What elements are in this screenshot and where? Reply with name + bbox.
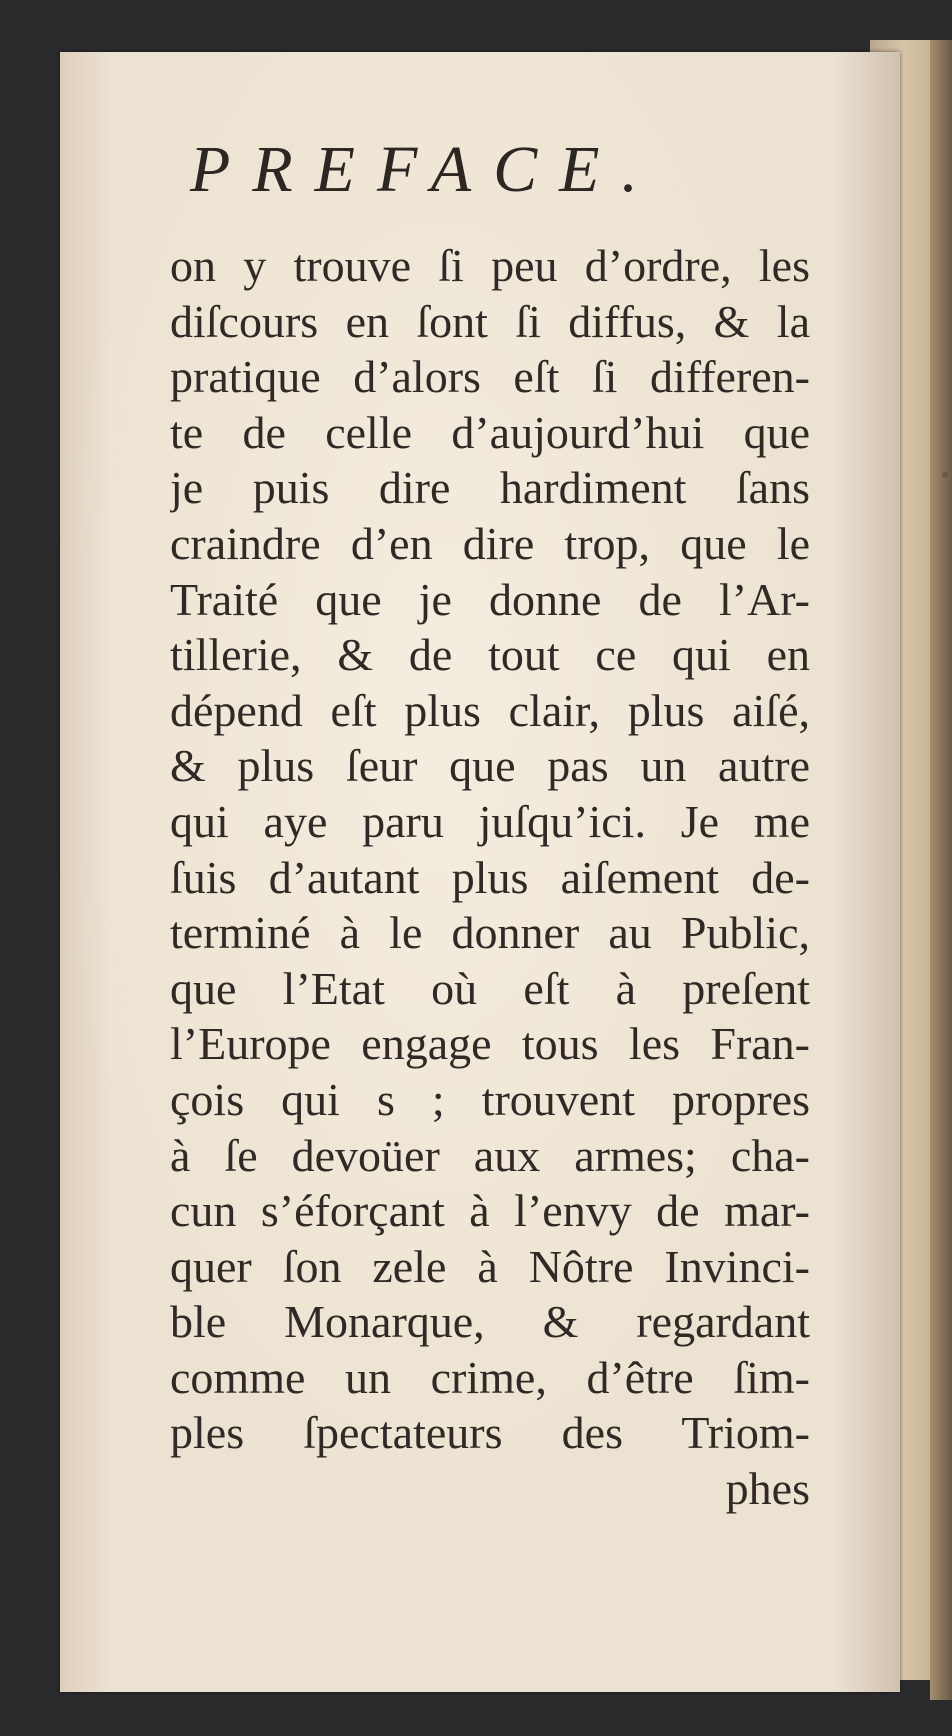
catchword: phes: [725, 1463, 810, 1515]
text-line: craindre d’en dire trop, que le: [170, 517, 810, 569]
text-line: pratique d’alors eſt ſi differen-: [170, 351, 810, 403]
text-line: diſcours en ſont ſi diffus, & la: [170, 295, 810, 347]
text-line: quer ſon zele à Nôtre Invinci-: [170, 1240, 810, 1292]
body-text: [170, 238, 810, 1548]
text-line: à ſe devoüer aux armes; cha-: [170, 1129, 810, 1181]
text-line: on y trouve ſi peu d’ordre, les: [170, 240, 810, 291]
text-line: ſuis d’autant plus aiſement de-: [170, 851, 810, 903]
ink-speck: [942, 472, 948, 478]
text-line: que l’Etat où eſt à preſent: [170, 962, 810, 1014]
text-line: ble Monarque, & regardant: [170, 1296, 810, 1348]
text-line: te de celle d’aujourd’hui que: [170, 406, 810, 458]
text-line: tillerie, & de tout ce qui en: [170, 629, 810, 681]
text-line: l’Europe engage tous les Fran-: [170, 1018, 810, 1070]
text-line: Traité que je donne de l’Ar-: [170, 573, 810, 625]
text-line: dépend eſt plus clair, plus aiſé,: [170, 684, 810, 736]
text-line: ples ſpectateurs des Triom-: [170, 1407, 810, 1459]
text-line: comme un crime, d’être ſim-: [170, 1351, 810, 1403]
running-header: PREFACE.: [190, 133, 660, 206]
text-line: terminé à le donner au Public,: [170, 907, 810, 959]
text-line: je puis dire hardiment ſans: [170, 462, 810, 514]
page-edge-shadow: [930, 40, 952, 1700]
text-line: çois qui s ; trouvent propres: [170, 1073, 810, 1125]
text-line: cun s’éforçant à l’envy de mar-: [170, 1185, 810, 1237]
text-line: & plus ſeur que pas un autre: [170, 740, 810, 792]
text-line: qui aye paru juſqu’ici. Je me: [170, 795, 810, 847]
